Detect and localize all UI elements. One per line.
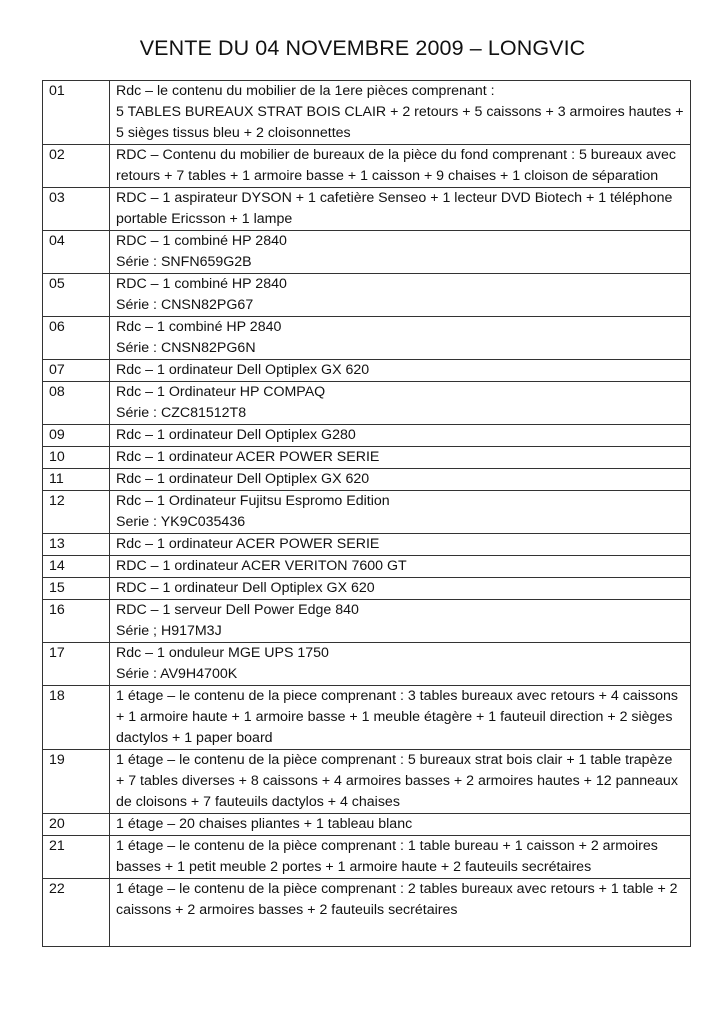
lot-description [110,231,691,274]
lot-number: 12 [43,491,110,534]
table-row [43,188,691,231]
lot-description [110,360,691,382]
table-row [43,81,691,145]
lot-description [110,750,691,814]
lot-description [110,534,691,556]
lot-number: 16 [43,600,110,643]
lot-description [110,836,691,879]
table-row [43,469,691,491]
table-row [43,600,691,643]
document-title: VENTE DU 04 NOVEMBRE 2009 – LONGVIC [139,36,586,60]
lot-number: 05 [43,274,110,317]
lot-number: 08 [43,382,110,425]
lot-description [110,145,691,188]
lot-number: 09 [43,425,110,447]
table-row [43,382,691,425]
lot-description-line: Rdc – 1 Ordinateur HP COMPAQ [116,384,326,400]
table-row [43,145,691,188]
table-row [43,231,691,274]
lot-description [110,556,691,578]
lot-description [110,686,691,750]
lot-description [110,274,691,317]
lots-table [42,80,691,947]
lot-description-line: Rdc – 1 ordinateur Dell Optiplex GX 620 [116,362,370,378]
lot-number: 03 [43,188,110,231]
table-row [43,578,691,600]
lot-number: 04 [43,231,110,274]
lot-number: 14 [43,556,110,578]
lot-number: 11 [43,469,110,491]
table-row [43,491,691,534]
lot-number: 19 [43,750,110,814]
table-row [43,556,691,578]
lot-description-line: Série : CZC81512T8 [116,405,247,421]
table-row [43,317,691,360]
lot-description-line: Rdc – 1 Ordinateur Fujitsu Espromo Edition [116,493,390,509]
table-row [43,643,691,686]
lot-description [110,469,691,491]
lot-description [110,814,691,836]
lot-description [110,317,691,360]
lot-description-line: RDC – 1 serveur Dell Power Edge 840 [116,602,359,618]
lot-description [110,600,691,643]
table-row [43,686,691,750]
lot-description-line: Rdc – 1 ordinateur ACER POWER SERIE [116,449,380,465]
lot-number: 10 [43,447,110,469]
table-row [43,425,691,447]
lot-description [110,643,691,686]
lot-number: 17 [43,643,110,686]
table-row [43,274,691,317]
lot-description-line: 5 TABLES BUREAUX STRAT BOIS CLAIR + 2 retours + 5 caissons + 3 armoires hautes + 5 sièges tissus bleu + 2 cloisonnettes [116,104,684,141]
lot-description-line: RDC – 1 combiné HP 2840 [116,233,287,249]
lot-description-line: RDC – 1 ordinateur ACER VERITON 7600 GT [116,558,407,574]
lot-number: 07 [43,360,110,382]
lot-description [110,382,691,425]
lot-description-line: Rdc – 1 combiné HP 2840 [116,319,282,335]
lot-number: 02 [43,145,110,188]
table-row [43,447,691,469]
lot-description-line: Série : AV9H4700K [116,666,238,682]
lot-number: 20 [43,814,110,836]
lot-number: 22 [43,879,110,947]
lot-description-line: 1 étage – 20 chaises pliantes + 1 tableau blanc [116,816,413,832]
lot-number: 01 [43,81,110,145]
lot-description-line: RDC – 1 combiné HP 2840 [116,276,287,292]
lot-description [110,188,691,231]
lot-description-line: RDC – 1 aspirateur DYSON + 1 cafetière Senseo + 1 lecteur DVD Biotech + 1 téléphone portable Ericsson + 1 lampe [116,190,673,227]
lot-description [110,425,691,447]
lot-description-line: Rdc – 1 ordinateur Dell Optiplex GX 620 [116,471,370,487]
lot-description [110,879,691,947]
lot-description-line: 1 étage – le contenu de la pièce comprenant : 2 tables bureaux avec retours + 1 table + 2 caissons + 2 armoires basses + 2 fauteuils secrétaires [116,881,678,918]
lot-description-line: Série : CNSN82PG67 [116,297,254,313]
table-row [43,879,691,947]
lot-number: 15 [43,578,110,600]
lot-description-line: 1 étage – le contenu de la pièce comprenant : 1 table bureau + 1 caisson + 2 armoires basses + 1 petit meuble 2 portes + 1 armoire haute + 2 fauteuils secrétaires [116,838,658,875]
lot-description-line: Rdc – 1 ordinateur ACER POWER SERIE [116,536,380,552]
lot-description-line: Rdc – le contenu du mobilier de la 1ere pièces comprenant : [116,83,495,99]
lot-number: 18 [43,686,110,750]
lot-description [110,81,691,145]
lot-description-line: 1 étage – le contenu de la pièce comprenant : 5 bureaux strat bois clair + 1 table trapèze + 7 tables diverses + 8 caissons + 4 armoires basses + 2 armoires hautes + 12 panneaux de cloisons + 7 fauteuils dactylos + 4 chaises [116,752,678,810]
lot-number: 13 [43,534,110,556]
lots-table-body [43,81,691,947]
lot-description-line: RDC – Contenu du mobilier de bureaux de la pièce du fond comprenant : 5 bureaux avec retours + 7 tables + 1 armoire basse + 1 caisson + 9 chaises + 1 cloison de séparation [116,147,676,184]
table-row [43,534,691,556]
lot-description-line: Série : CNSN82PG6N [116,340,256,356]
lot-description-line: Série ; H917M3J [116,623,222,639]
lot-description-line: Série : SNFN659G2B [116,254,252,270]
lot-description [110,447,691,469]
lot-description-line: Serie : YK9C035436 [116,514,246,530]
lot-description-line: Rdc – 1 onduleur MGE UPS 1750 [116,645,329,661]
lot-description-line: 1 étage – le contenu de la piece comprenant : 3 tables bureaux avec retours + 4 caissons + 1 armoire haute + 1 armoire basse + 1 meuble étagère + 1 fauteuil direction + 2 sièges dactylos + 1 paper board [116,688,678,746]
table-row [43,836,691,879]
lot-description [110,578,691,600]
lot-description [110,491,691,534]
lot-description-line: Rdc – 1 ordinateur Dell Optiplex G280 [116,427,356,443]
table-row [43,814,691,836]
table-row [43,750,691,814]
lot-number: 21 [43,836,110,879]
lot-description-line: RDC – 1 ordinateur Dell Optiplex GX 620 [116,580,375,596]
lot-number: 06 [43,317,110,360]
table-row [43,360,691,382]
